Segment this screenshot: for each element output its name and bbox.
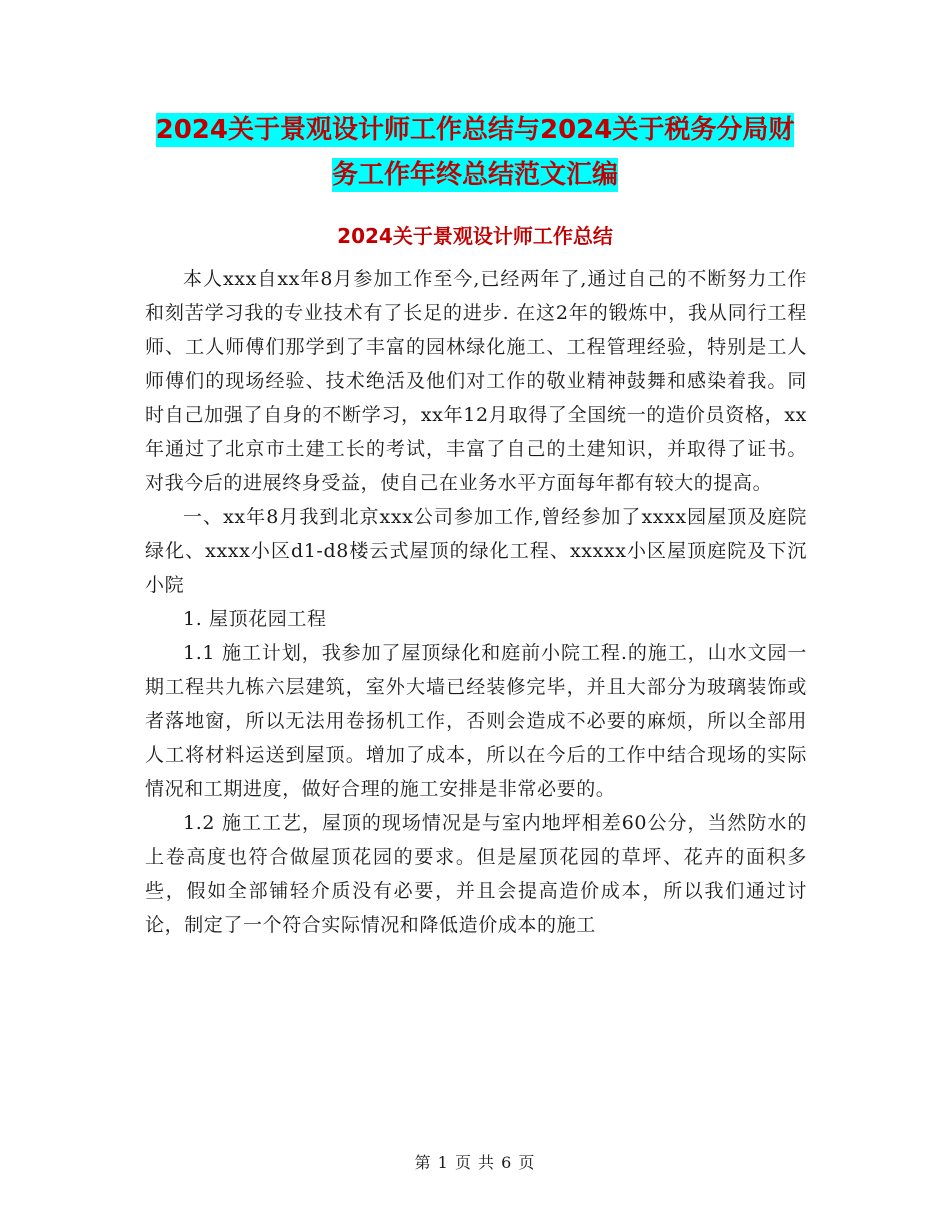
document-body xyxy=(145,262,807,942)
document-title xyxy=(0,108,950,198)
paragraph-construction-plan: 1.1 施工计划，我参加了屋顶绿化和庭前小院工程.的施工，山水文园一期工程共九栋六层建筑，室外大墙已经装修完毕，并且大部分为玻璃装饰或者落地窗，所以无法用卷扬机工作，否则会造成不必要的麻烦，所以全部用人工将材料运送到屋顶。增加了成本，所以在今后的工作中结合现场的实际情况和工期进度，做好合理的施工安排是非常必要的。 xyxy=(145,642,807,800)
title-line-2: 务工作年终总结范文汇编 xyxy=(331,160,618,190)
paragraph-intro: 本人xxx自xx年8月参加工作至今,已经两年了,通过自己的不断努力工作和刻苦学习我的专业技术有了长足的进步. 在这2年的锻炼中，我从同行工程师、工人师傅们那学到了丰富的园林绿化施工、工程管理经验，特别是工人师傅们的现场经验、技术绝活及他们对工作的敬业精神鼓舞和感染着我。同时自己加强了自身的不断学习，xx年12月取得了全国统一的造价员资格，xx年通过了北京市土建工长的考试，丰富了自己的土建知识，并取得了证书。对我今后的进展终身受益，使自己在业务水平方面每年都有较大的提高。 xyxy=(145,268,807,494)
paragraph-heading-rooftop: 1. 屋顶花园工程 xyxy=(183,608,327,630)
section-title: 2024关于景观设计师工作总结 xyxy=(337,224,613,248)
page-footer: 第 1 页 共 6 页 xyxy=(414,1153,536,1172)
paragraph-construction-process: 1.2 施工工艺，屋顶的现场情况是与室内地坪相差60公分，当然防水的上卷高度也符合做屋顶花园的要求。但是屋顶花园的草坪、花卉的面积多些，假如全部铺轻介质没有必要，并且会提高造价成本，所以我们通过讨论，制定了一个符合实际情况和降低造价成本的施工 xyxy=(145,812,807,936)
title-line-1: 2024关于景观设计师工作总结与2024关于税务分局财 xyxy=(155,115,795,145)
paragraph-section-one: 一、xx年8月我到北京xxx公司参加工作,曾经参加了xxxx园屋顶及庭院绿化、xxxx小区d1-d8楼云式屋顶的绿化工程、xxxxx小区屋顶庭院及下沉小院 xyxy=(145,506,807,596)
